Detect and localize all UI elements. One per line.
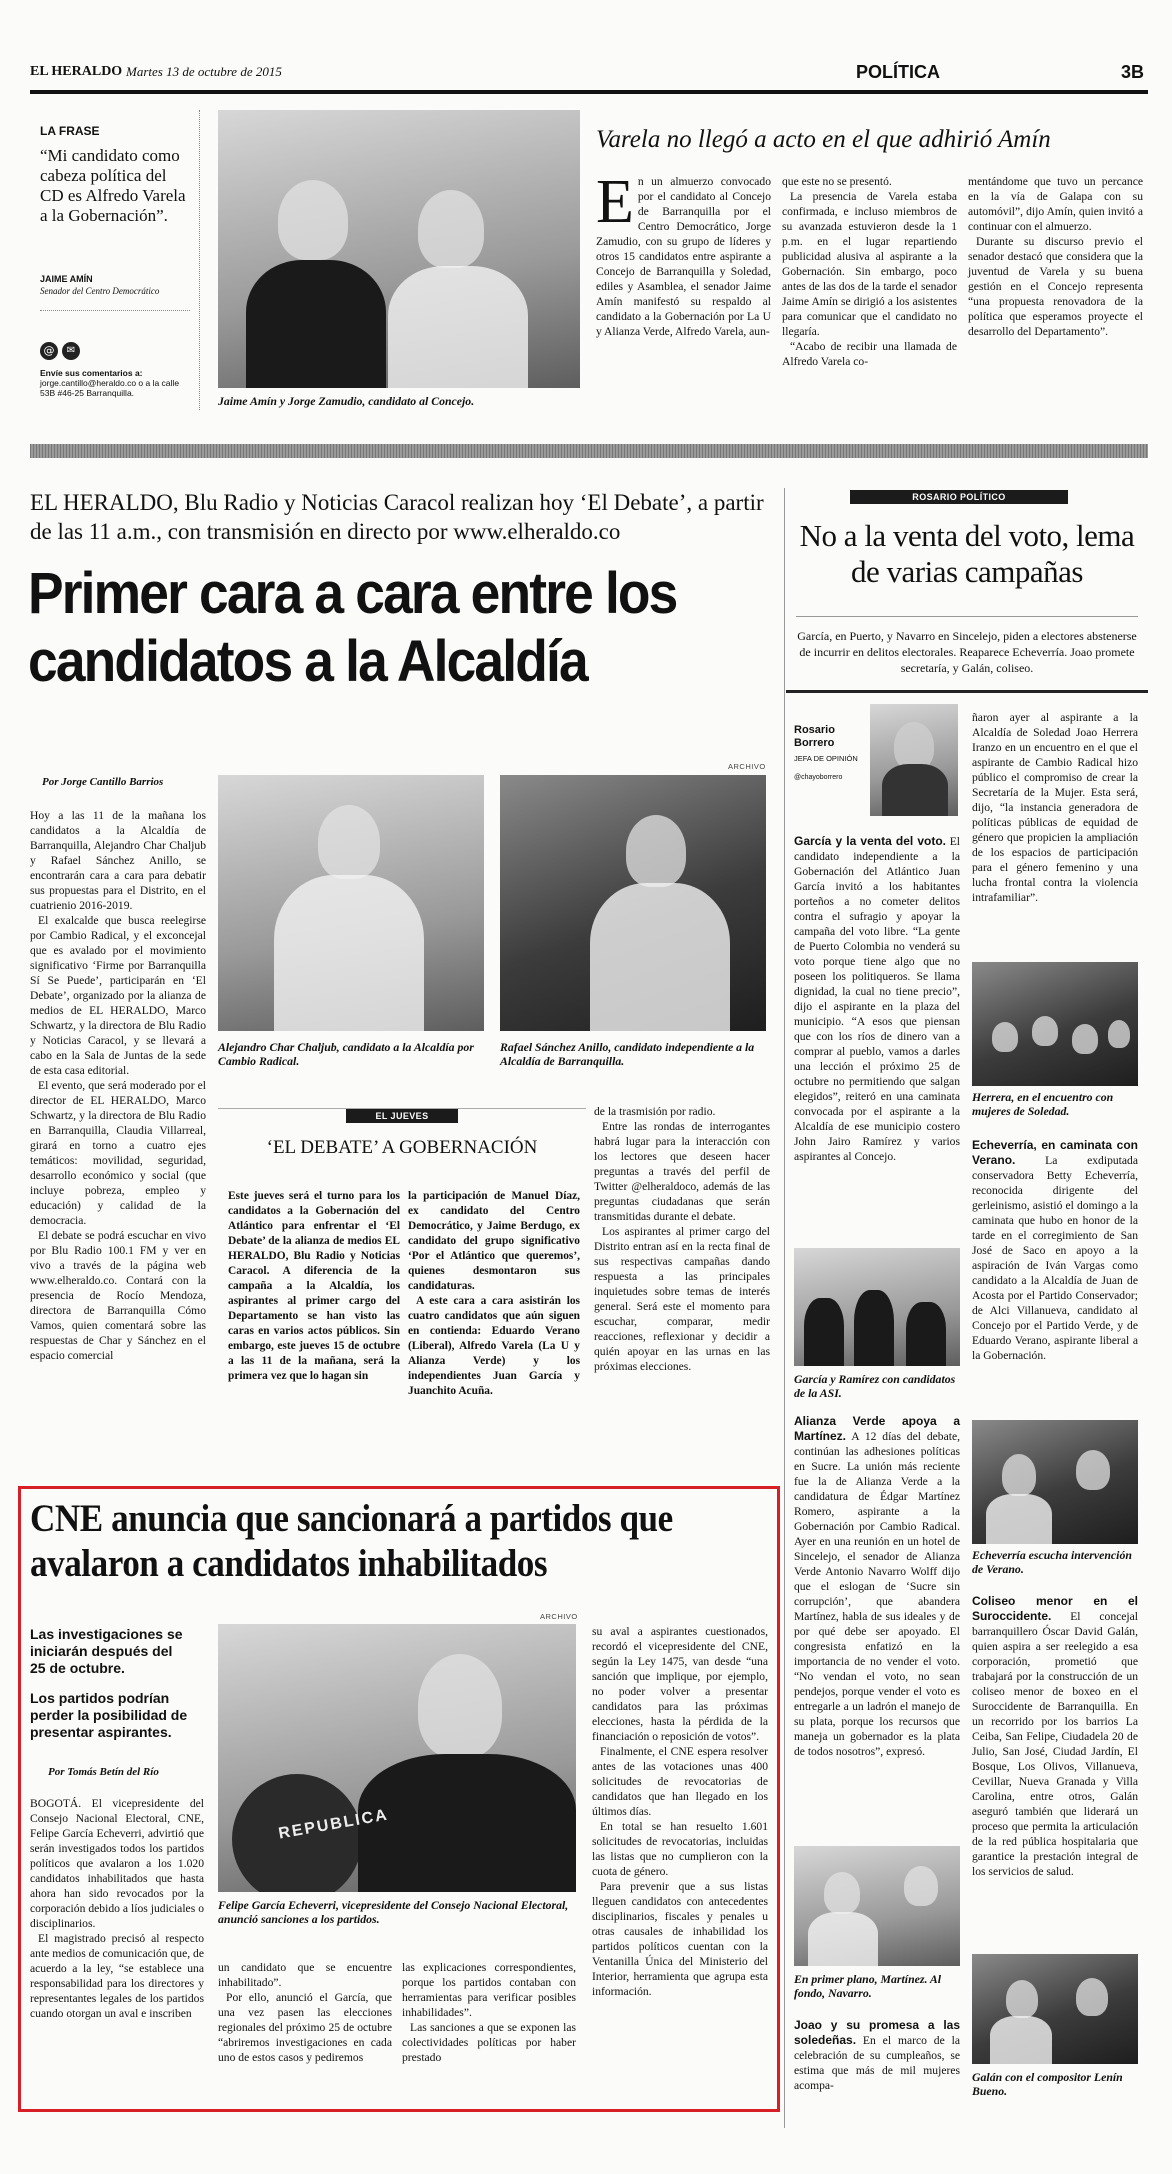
cne-paragraph: su aval a aspirantes cuestionados, recordó el vicepresidente del CNE, según la Ley 1475, van desde “una sanción que implique, por ejemplo, no poder volver a presentar candidatos para las próximas elecciones, hasta la pérdida de la financiación o reposición de votos”.	[592, 1625, 768, 1743]
varela-col-2	[782, 174, 957, 369]
mail-icon[interactable]: ✉	[62, 342, 80, 360]
author-role: JEFA DE OPINIÓN	[794, 754, 858, 763]
cne-paragraph: BOGOTÁ. El vicepresidente del Consejo Nacional Electoral, CNE, Felipe García Echeverri, advirtió que serán investigados todos los partidos políticos que avalaron a los 1.020 candidatos inhabilitados que hasta ahora han sido revocados por la corporación debido a líos judiciales o disciplinarios.	[30, 1797, 204, 1930]
varela-article	[592, 110, 1148, 410]
item-text-coliseo: El concejal barranquillero Óscar David Galán, quien aspira a ser reelegido a esa corporación, prometió que trabajará por la construcción de un coliseo menor de boxeo en el Suroccidente de Barranquilla. En un recorrido por los barrios La Ceiba, San Felipe, Ciudadela 20 de Julio, San José, Ciudad Jardín, El Bosque, Los Olivos, Villanueva, Cevillar, Nueva Granada y Villa Carolina, entre otros, Galán aseguró también que liderará un proceso que permita la articulación de la red pública hospitalaria que garantice la prestación integral de los servicios de salud.	[972, 1610, 1138, 1878]
herrera-caption: Herrera, en el encuentro con mujeres de Soledad.	[972, 1090, 1114, 1118]
contact-title: Envíe sus comentarios a:	[40, 368, 143, 378]
item-text-echeverria: La exdiputada conservadora Betty Echeverría, reconocida dirigente del gerleinismo, asistió el domingo a la caminata que hubo en honor de la tarde en el corregimiento de San José de Saco en apoyo a la aspiración de Iván Vargas como candidato a la Alcaldía de Juan de Acosta por el Partido Conservador; de Alci Villanueva, candidato al Concejo por el Partido Verde, y de Eduardo Verano, aspirante liberal a la Gobernación.	[972, 1154, 1138, 1362]
item-title-martinez: Alianza Verde apoya a Martínez.	[794, 1414, 960, 1443]
char-photo	[218, 775, 484, 1031]
debate-paragraph: de la trasmisión por radio.	[594, 1105, 716, 1118]
rosario-title-rule	[796, 616, 1138, 617]
sanchez-photo	[500, 775, 766, 1031]
cne-paragraph: En total se han resuelto 1.601 solicitudes de revocatorias, incluidas las listas que no cumplieron con la cuota de género.	[592, 1820, 768, 1878]
debate-byline: Por Jorge Cantillo Barrios	[42, 776, 164, 788]
varela-paragraph: La presencia de Varela estaba confirmada, e incluso miembros de su avanzada estuvieron desde la 1 p.m. en el lugar repartiendo publicidad alusiva al aspirante a la Gobernación. Sin embargo, poco antes de las dos de la tarde el senador Jaime Amín se dirigió a los asistentes para comunicar que el candidato no llegaría.	[782, 190, 957, 338]
debate-paragraph: El debate se podrá escuchar en vivo por Blu Radio 100.1 FM y ver en vivo a través de la página web www.elheraldo.co. Contará con la presencia de Rocío Mendoza, directora de Barranquilla Cómo Vamos, quien comentará sobre las respuestas de Char y Sánchez en el espacio comercial	[30, 1229, 206, 1362]
contact-text: jorge.cantillo@heraldo.co o a la calle 53B #46-25 Barranquilla.	[40, 378, 180, 398]
item-title-echeverria: Echeverría, en caminata con Verano.	[972, 1138, 1138, 1167]
rosario-right-top	[972, 710, 1138, 905]
varela-dropcap: E	[596, 168, 634, 236]
cne-caption: Felipe García Echeverri, vicepresidente del Consejo Nacional Electoral, anunció sanciones a los partidos.	[218, 1898, 569, 1926]
galan-caption: Galán con el compositor Lenín Bueno.	[972, 2070, 1123, 2098]
debate-body-col	[30, 808, 206, 1363]
cne-deck-2: Los partidos podrían perder la posibilidad de presentar aspirantes.	[30, 1690, 188, 1740]
el-jueves-paragraph: Este jueves será el turno para los candidatos a la Gobernación del Atlántico para enfrentar el ‘El Debate’ de la alianza de medios EL HERALDO, Blu Radio y Noticias Caracol. A diferencia de la campaña a la Alcaldía, los aspirantes al primer cargo del Departamento se han visto las caras en varios actos públicos. Sin embargo, este jueves 15 de octubre a las 11 de la mañana, será la primera vez que lo hagan sin	[228, 1190, 400, 1382]
republica-seal-text: REPUBLICA	[277, 1806, 390, 1843]
el-jueves-col-1	[228, 1189, 400, 1384]
amin-zamudio-photo	[218, 110, 580, 388]
amin-photo-caption: Jaime Amín y Jorge Zamudio, candidato al Concejo.	[218, 394, 475, 408]
cne-col-1	[30, 1796, 204, 2021]
garcia-echeverri-photo	[218, 1624, 576, 1892]
author-last-name: Borrero	[794, 737, 835, 749]
el-jueves-paragraph: A este cara a cara asistirán los cuatro candidatos que aún siguen en contienda: Eduardo Verano (Liberal), Alfredo Varela (La U y Alianza Verde) y los independientes Juan García y Juanchito Acuña.	[408, 1295, 580, 1397]
section-divider-bar	[30, 444, 1148, 458]
debate-paragraph: El exalcalde que busca reelegirse por Cambio Radical, y el exconcejal que es avalado por el movimiento significativo ‘Firme por Barranquilla Sí Se Puede’, participarán en ‘El Debate’, organizado por la alianza de medios de EL HERALDO, Marco Schwartz, y la directora de Blu Radio y Noticias Caracol, y se llevará a cabo en la Sala de Juntas de la sede de esta casa editorial.	[30, 914, 206, 1077]
debate-paragraph: Los aspirantes al primer cargo del Distrito entran así en la recta final de sus respectivas campañas dando respuesta a las principales inquietudes sobre temas de interés general. Será este el momento para escuchar, comparar, medir reacciones, reflexionar y decidir a quién apoyar en las urnas en las próximas elecciones.	[594, 1225, 770, 1373]
varela-paragraph: “Acabo de recibir una llamada de Alfredo Varela co-	[782, 340, 957, 368]
cne-photo-credit: ARCHIVO	[540, 1612, 578, 1621]
martinez-navarro-photo	[794, 1846, 960, 1966]
rosario-item-martinez	[794, 1414, 960, 1759]
cne-paragraph: El magistrado precisó al respecto ante medios de comunicación que, de acuerdo a la ley, “se establece una responsabilidad para los directores y representantes legales de los partidos cuando otorgan un aval e inscriben	[30, 1932, 204, 2020]
debate-paragraph: Hoy a las 11 de la mañana los candidatos a la Alcaldía de Barranquilla, Alejandro Char Chaljub y Rafael Sánchez Anillo, se encontrarán cara a cara para debatir sus propuestas para el Distrito, en el cuatrienio 2016-2019.	[30, 809, 206, 912]
item-title-garcia: García y la venta del voto.	[794, 834, 946, 848]
echeverria-photo	[972, 1420, 1138, 1544]
rosario-item-echeverria	[972, 1138, 1138, 1363]
la-frase-label: LA FRASE	[40, 124, 100, 138]
garcia-ramirez-photo	[794, 1248, 960, 1366]
cne-paragraph: las explicaciones correspondientes, porque los partidos contaban con herramientas para verificar posibles inhabilidades”.	[402, 1961, 576, 2019]
cne-byline: Por Tomás Betín del Río	[48, 1766, 159, 1778]
rosario-tag: ROSARIO POLÍTICO	[850, 490, 1068, 504]
cne-col-2	[218, 1960, 392, 2065]
rosario-item-coliseo	[972, 1594, 1138, 1879]
header-rule	[30, 90, 1148, 94]
cne-paragraph: Por ello, anunció el García, que una vez pasen las elecciones regionales del próximo 25 de octubre “abriremos investigaciones en cada uno de estos casos y pediremos	[218, 1991, 392, 2064]
newspaper-name: EL HERALDO	[30, 64, 123, 79]
issue-date: Martes 13 de octubre de 2015	[126, 64, 282, 79]
author-photo	[870, 704, 958, 816]
el-jueves-tag: EL JUEVES	[346, 1109, 458, 1123]
char-caption: Alejandro Char Chaljub, candidato a la Alcaldía por Cambio Radical.	[218, 1040, 474, 1068]
item-text-martinez: A 12 días del debate, continúan las adhesiones políticas en Sucre. La unión más reciente fue la de Alianza Verde a la candidatura de Édgar Martínez Romero, aspirante a la Gobernación por Cambio Radical. Ayer en una reunión en un hotel de Sincelejo, el senador de Alianza Verde Antonio Navarro Wolff dijo que el eslogan de ‘Sucre sin corrupción’, que abandera Martínez, habla de sus ideales y de por qué debe ser apoyado. El congresista enfatizó en la importancia de no vender el voto. “No vendan el voto, no sean pendejos, porque vender el voto es entregarle a un ladrón el manejo de su plata, porque los recursos que maneja un gobernador es la plata de todos nosotros”, expresó.	[794, 1430, 960, 1758]
varela-headline: Varela no llegó a acto en el que adhirió Amín	[596, 126, 1051, 153]
at-icon[interactable]: @	[40, 342, 58, 360]
item-text-garcia: El candidato independiente a la Gobernación del Atlántico Juan García invitó a los habitantes porteños a no cometer delitos contra el sufragio y apoyar la campaña del voto libre. “La gente de Puerto Colombia no venderá su voto porque tiene algo que no poseen los politiqueros. Se llama dignidad, la cual no tiene precio”, dijo el aspirante en la plaza del municipio. “A esos que piensan que con los ríos de dinero van a comprar al pueblo, vamos a darles una lección el próximo 25 de octubre no permitiendo que salgan elegidos”, reiteró en una caminata convocada por el aspirante a la Alcaldía de ese municipio costero John Jairo Ramírez y varios aspirantes al Concejo.	[794, 835, 960, 1163]
la-frase-box	[30, 110, 200, 410]
garcia-ramirez-caption: García y Ramírez con candidatos de la ASI.	[794, 1372, 956, 1400]
author-handle: @chayoborrero	[794, 774, 843, 781]
debate-right-col	[594, 1104, 770, 1374]
debate-paragraph: Entre las rondas de interrogantes habrá lugar para la interacción con los lectores que deseen hacer preguntas a través del perfil de Twitter @elheraldoco, además de las preguntas ciudadanas que serán transmitidas durante el debate.	[594, 1120, 770, 1223]
varela-paragraph: mentándome que tuvo un percance en la vía de Galapa con su automóvil”, dijo Amín, quien invitó a continuar con el almuerzo.	[968, 175, 1143, 233]
cne-paragraph: Para prevenir que a sus listas lleguen candidatos con antecedentes disciplinarios, fiscales y penales u otras causales de inhabilidad los partidos políticos cuentan con la Ventanilla Única del Ministerio del Interior, herramienta que agrupa esta información.	[592, 1880, 768, 1998]
page-number: 3B	[1120, 62, 1144, 82]
cne-paragraph: Las sanciones a que se exponen las colectividades políticas por haber prestado	[402, 2021, 576, 2064]
item-title-coliseo: Coliseo menor en el Suroccidente.	[972, 1594, 1138, 1623]
author-box	[792, 702, 958, 828]
section-name: POLÍTICA	[856, 62, 940, 82]
la-frase-divider	[40, 310, 190, 311]
el-jueves-title: ‘EL DEBATE’ A GOBERNACIÓN	[266, 1137, 538, 1158]
rosario-item-garcia	[794, 834, 960, 1164]
sanchez-caption: Rafael Sánchez Anillo, candidato independiente a la Alcaldía de Barranquilla.	[500, 1040, 755, 1068]
el-jueves-paragraph: la participación de Manuel Díaz, ex candidato del Centro Democrático, y Jaime Berdugo, ex candidato del grupo significativo ‘Por el Atlántico que queremos’, quienes desmontaron sus candidaturas.	[408, 1190, 580, 1292]
item-title-joao: Joao y su promesa a las soledeñas.	[794, 2018, 960, 2047]
page-header	[30, 58, 1148, 90]
rosario-summary: García, en Puerto, y Navarro en Sincelejo, piden a electores abstenerse de incurrir en delitos electorales. Reaparece Echeverría. Joao promete secretaría, y Galán, coliseo.	[797, 629, 1137, 675]
debate-kicker: EL HERALDO, Blu Radio y Noticias Caracol realizan hoy ‘El Debate’, a partir de las 11 a.m., con transmisión en directo por www.elheraldo.co	[30, 490, 764, 544]
debate-headline: Primer cara a cara entre los candidatos a la Alcaldía	[28, 561, 677, 694]
debate-paragraph: El evento, que será moderado por el director de EL HERALDO, Marco Schwartz, y la directora de Blu Radio en Barranquilla, Claudia Villarreal, girará en torno a cuatro ejes temáticos: movilidad, seguridad, desarrollo económico y social (que incluye pobreza, empleo y educación) y calidad de la democracia.	[30, 1079, 206, 1227]
la-frase-quote: “Mi candidato como cabeza política del CD es Alfredo Varela a la Gobernación”.	[40, 146, 186, 225]
author-first-name: Rosario	[794, 724, 835, 736]
el-jueves-box	[218, 1108, 586, 1450]
cne-col-4	[592, 1624, 768, 1999]
echeverria-caption: Echeverría escucha intervención de Verano.	[972, 1548, 1132, 1576]
la-frase-role: Senador del Centro Democrático	[40, 286, 160, 296]
martinez-navarro-caption: En primer plano, Martínez. Al fondo, Navarro.	[794, 1972, 942, 2000]
la-frase-author: JAIME AMÍN	[40, 274, 93, 284]
cne-headline: CNE anuncia que sancionará a partidos que avalaron a candidatos inhabilitados	[30, 1497, 673, 1585]
varela-paragraph: que este no se presentó.	[782, 175, 892, 188]
rosario-item-joao	[794, 2018, 960, 2093]
rosario-summary-rule	[786, 690, 1148, 693]
cne-deck-1: Las investigaciones se iniciarán después del 25 de octubre.	[30, 1626, 183, 1676]
el-jueves-col-2	[408, 1189, 580, 1399]
cne-paragraph: Finalmente, el CNE espera resolver antes de las votaciones unas 400 solicitudes de revocatorias de candidatos que han llegado en los últimos días.	[592, 1745, 768, 1818]
rosario-paragraph: ñaron ayer al aspirante a la Alcaldía de Soledad Joao Herrera Iranzo en un encuentro en el que el aspirante de Cambio Radical hizo público el compromiso de crear la Secretaría de la Mujer. Esta será, dijo, “la instancia generadora de políticas públicas de equidad de género que propicien la ampliación de los espacios de participación para el género femenino y una lucha frontal contra la violencia intrafamiliar”.	[972, 711, 1138, 904]
cne-col-3	[402, 1960, 576, 2065]
varela-col-1	[596, 168, 771, 339]
herrera-photo	[972, 962, 1138, 1086]
rosario-title: No a la venta del voto, lema de varias campañas	[799, 518, 1135, 589]
debate-photo-credit: ARCHIVO	[728, 762, 766, 771]
varela-col-1-text: n un almuerzo convocado por el candidato al Concejo de Barranquilla por el Centro Democrático, Jorge Zamudio, con su grupo de líderes y otros 15 candidatos entre aspirante a Concejo de Barranquilla y Soledad, ediles y Asamblea, el senador Jaime Amín manifestó su respaldo al candidato a la Gobernación por La U y Alianza Verde, Alfredo Varela, aun-	[596, 175, 771, 338]
galan-photo	[972, 1954, 1138, 2064]
varela-paragraph: Durante su discurso previo el senador destacó que considera que la juventud de Varela y su buena gestión en el Concejo representa “una propuesta renovadora de la política que esperamos proyecte el desarrollo del Departamento”.	[968, 235, 1143, 338]
varela-col-3	[968, 174, 1143, 339]
item-text-joao: En el marco de la celebración de su cumpleaños, se estima que más de mil mujeres acompa-	[794, 2034, 960, 2092]
cne-paragraph: un candidato que se encuentre inhabilitado”.	[218, 1961, 392, 1989]
